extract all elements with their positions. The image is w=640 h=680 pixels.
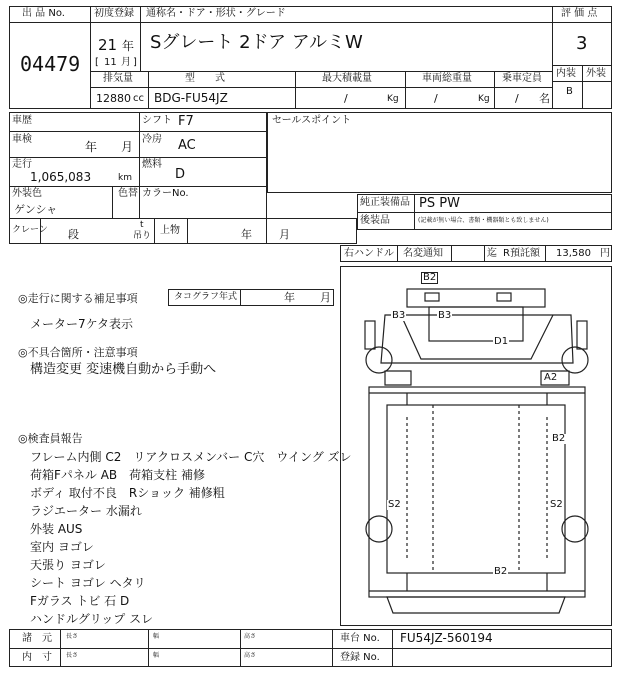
damage-label: B2 (494, 566, 508, 577)
defects-note: 構造変更 変速機自動から手動へ (30, 362, 217, 377)
aftermarket-note: (記載が無い場合、書類・機器類とも致しません) (418, 217, 549, 224)
color-change-label: 色替 (118, 188, 138, 199)
displacement-unit: cc (133, 93, 144, 104)
inspection-year-unit: 年 (85, 140, 98, 154)
gross-unit: Kg (478, 94, 490, 104)
recycle-label: R預託額 (503, 248, 540, 259)
report-line: 荷箱Fパネル AB 荷箱支柱 補修 (30, 468, 205, 482)
max-load-label: 最大積載量 (322, 73, 372, 84)
deadline-label: 迄 (487, 248, 497, 259)
first-reg-year: 21 (98, 36, 118, 54)
vehicle-diagram (340, 266, 612, 626)
inner-width-label: 幅 (153, 652, 160, 659)
ac-label: 冷房 (142, 134, 162, 145)
inner-height-label: 高さ (244, 652, 257, 659)
report-line: ハンドルグリップ スレ (30, 612, 154, 626)
year-unit: 年 (122, 39, 135, 53)
crane-step-unit: 段 (68, 228, 79, 241)
report-line: 外装 AUS (30, 522, 83, 536)
dimensions-label: 諸 元 (22, 633, 52, 644)
defects-label: ◎不具合箇所・注意事項 (18, 346, 138, 359)
truck-outline-diagram (341, 267, 611, 625)
fuel-label: 燃料 (142, 159, 162, 170)
displacement-label: 排気量 (103, 73, 133, 84)
report-line: シート ヨゴレ ヘタリ (30, 576, 146, 590)
chassis-number-label: 車台 No. (340, 633, 380, 644)
lot-number: 04479 (20, 52, 81, 76)
month-unit: 月 (121, 57, 131, 68)
model-value: BDG-FU54JZ (154, 91, 228, 105)
first-reg-month: 11 (104, 57, 117, 68)
color-value: ゲンシャ (14, 203, 58, 216)
tachograph-label: タコグラフ年式 (174, 292, 238, 302)
inspection-label: 車検 (12, 134, 32, 145)
report-line: ラジエーター 水漏れ (30, 504, 142, 518)
length-label: 長さ (66, 633, 79, 640)
ac-value: AC (178, 138, 196, 153)
damage-label: B2 (423, 272, 437, 283)
driving-notes-label: ◎走行に関する補足事項 (18, 292, 138, 305)
damage-label: B3 (438, 310, 452, 321)
grade-label: 通称名・ドア・形状・グレード (146, 8, 286, 19)
damage-label: S2 (388, 499, 401, 510)
gross-separator: / (434, 92, 438, 105)
tachograph-month-unit: 月 (320, 291, 331, 304)
equipment-label: 純正装備品 (360, 197, 410, 208)
sales-point-label: セールスポイント (272, 115, 352, 126)
damage-label: B2 (552, 433, 566, 444)
mileage-label: 走行 (12, 159, 32, 170)
capacity-unit: 名 (539, 92, 550, 105)
name-change-label: 名変通知 (403, 248, 443, 259)
equipment-value: PS PW (419, 196, 460, 211)
report-line: Fガラス トビ 石 D (30, 594, 130, 608)
model-label: 型 式 (185, 73, 225, 84)
loading-month-unit: 月 (279, 228, 290, 241)
mileage-unit: km (118, 173, 132, 183)
damage-label: S2 (550, 499, 563, 510)
fuel-value: D (175, 167, 186, 182)
displacement-value: 12880 (96, 92, 131, 105)
score-value: 3 (576, 33, 588, 54)
grade-value: Sグレート 2ドア アルミW (150, 32, 363, 53)
max-load-separator: / (344, 92, 348, 105)
damage-label: A2 (544, 372, 558, 383)
steering-side: 右ハンドル (344, 248, 394, 259)
report-line: ボディ 取付不良 Rショック 補修粗 (30, 486, 225, 500)
loading-year-unit: 年 (241, 228, 252, 241)
gross-weight-label: 車両総重量 (422, 73, 472, 84)
history-label: 車歴 (12, 115, 32, 126)
report-line: 天張り ヨゴレ (30, 558, 106, 572)
lot-number-label: 出 品 No. (22, 8, 65, 19)
max-load-unit: Kg (387, 94, 399, 104)
damage-label: D1 (494, 336, 509, 347)
tachograph-year-unit: 年 (284, 291, 295, 304)
crane-label: クレーン (12, 225, 48, 235)
shift-label: シフト (142, 115, 172, 126)
capacity-separator: / (515, 92, 519, 105)
crane-hook-label: 吊り (133, 231, 152, 241)
driving-note: メーター7ケタ表示 (30, 317, 134, 331)
interior-score-label: 内装 (556, 68, 576, 79)
color-label: 外装色 (12, 188, 42, 199)
shift-value: F7 (178, 114, 194, 129)
height-label: 高さ (244, 633, 257, 640)
inspector-report-label: ◎検査員報告 (18, 432, 83, 445)
recycle-unit: 円 (600, 248, 610, 259)
inner-length-label: 長さ (66, 652, 79, 659)
loading-label: 上物 (160, 225, 180, 236)
first-registration-label: 初度登録 (94, 8, 134, 19)
color-code-label: カラーNo. (142, 188, 189, 199)
width-label: 幅 (153, 633, 160, 640)
damage-label: B3 (392, 310, 406, 321)
interior-score-value: B (566, 86, 573, 97)
exterior-score-label: 外装 (586, 68, 606, 79)
report-line: 室内 ヨゴレ (30, 540, 94, 554)
capacity-label: 乗車定員 (502, 73, 542, 84)
report-line: フレーム内側 C2 リアクロスメンバー C穴 ウイング ズレ (30, 450, 352, 464)
inspection-month-unit: 月 (121, 140, 134, 154)
chassis-number-value: FU54JZ-560194 (400, 631, 493, 645)
aftermarket-label: 後装品 (360, 215, 390, 226)
inner-dimensions-label: 内 寸 (22, 652, 52, 663)
recycle-value: 13,580 (556, 248, 591, 259)
crane-ton-unit: t (140, 220, 144, 230)
mileage-value: 1,065,083 (30, 170, 92, 184)
registration-number-label: 登録 No. (340, 652, 380, 663)
score-label: 評 価 点 (561, 8, 598, 19)
